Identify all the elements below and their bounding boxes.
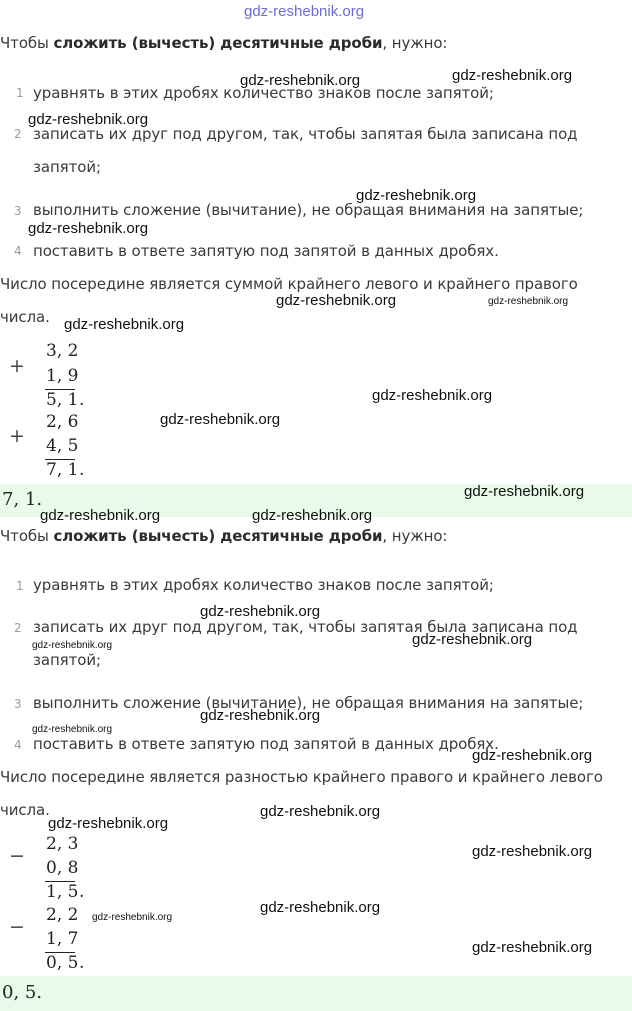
answer-text: 7, 1. [2, 489, 43, 510]
statement-text-continued: числа. [0, 801, 50, 819]
watermark-text: gdz-reshebnik.org [356, 187, 477, 204]
watermark-text: gdz-reshebnik.org [48, 815, 169, 832]
answer-band [0, 976, 632, 1011]
result: 0, 5 [46, 953, 79, 973]
step-text: уравнять в этих дробях количество знаков после запятой; [33, 84, 494, 102]
result-period: . [79, 460, 85, 480]
operand-top: 2, 2 [46, 905, 79, 925]
result-period: . [79, 882, 85, 902]
watermark-text: gdz-reshebnik.org [412, 631, 533, 648]
watermark-text: gdz-reshebnik.org [464, 483, 585, 500]
watermark-text: gdz-reshebnik.org [32, 640, 113, 651]
step-number: 3 [14, 204, 22, 218]
step-text: поставить в ответе запятую под запятой в данных дробях. [33, 735, 499, 753]
result: 5, 1 [46, 390, 79, 410]
result-period: . [79, 953, 85, 973]
watermark-text: gdz-reshebnik.org [452, 67, 573, 84]
statement-text: Число посередине является суммой крайнего левого и крайнего правого [0, 275, 578, 293]
step-text: выполнить сложение (вычитание), не обращая внимания на запятые; [33, 201, 584, 219]
operand-top: 2, 3 [46, 834, 79, 854]
minus-sign: − [9, 845, 25, 867]
statement-text: Число посередине является разностью крайнего правого и крайнего левого [0, 768, 603, 786]
watermark-text: gdz-reshebnik.org [40, 507, 161, 524]
step-text: поставить в ответе запятую под запятой в данных дробях. [33, 242, 499, 260]
result-period: . [79, 390, 85, 410]
watermark-text: gdz-reshebnik.org [64, 316, 185, 333]
operand-bottom: 0, 8 [46, 858, 79, 878]
watermark-text: gdz-reshebnik.org [260, 899, 381, 916]
minus-sign: − [9, 916, 25, 938]
watermark-text: gdz-reshebnik.org [372, 387, 493, 404]
result: 1, 5 [46, 882, 79, 902]
step-number: 2 [14, 621, 22, 635]
operand-top: 2, 6 [46, 412, 79, 432]
plus-sign: + [9, 425, 25, 447]
watermark-text: gdz-reshebnik.org [240, 72, 361, 89]
step-number: 2 [14, 127, 22, 141]
operand-top: 3, 2 [46, 341, 79, 361]
watermark-text: gdz-reshebnik.org [472, 843, 593, 860]
watermark-text: gdz-reshebnik.org [252, 507, 373, 524]
step-number: 1 [16, 86, 24, 100]
step-text: уравнять в этих дробях количество знаков после запятой; [33, 576, 494, 594]
watermark-text: gdz-reshebnik.org [260, 803, 381, 820]
result: 7, 1 [46, 460, 79, 480]
watermark-text: gdz-reshebnik.org [32, 724, 113, 735]
watermark-text: gdz-reshebnik.org [276, 292, 397, 309]
step-number: 4 [14, 738, 22, 752]
operand-bottom: 4, 5 [46, 436, 79, 456]
step-number: 1 [16, 579, 24, 593]
watermark-text: gdz-reshebnik.org [472, 939, 593, 956]
watermark-text: gdz-reshebnik.org [472, 747, 593, 764]
site-header-link[interactable]: gdz-reshebnik.org [244, 3, 365, 20]
watermark-text: gdz-reshebnik.org [28, 111, 149, 128]
plus-sign: + [9, 355, 25, 377]
answer-text: 0, 5. [2, 982, 43, 1003]
intro-text: Чтобы сложить (вычесть) десятичные дроби, нужно: [0, 34, 448, 52]
operand-bottom: 1, 9 [46, 366, 79, 386]
watermark-text: gdz-reshebnik.org [200, 707, 321, 724]
step-text: записать их друг под другом, так, чтобы запятая была записана под [33, 618, 578, 636]
watermark-text: gdz-reshebnik.org [488, 296, 569, 307]
intro-bold: сложить (вычесть) десятичные дроби [53, 527, 383, 545]
watermark-text: gdz-reshebnik.org [28, 220, 149, 237]
intro-bold: сложить (вычесть) десятичные дроби [53, 34, 383, 52]
step-text: выполнить сложение (вычитание), не обращая внимания на запятые; [33, 694, 584, 712]
step-text-continued: запятой; [33, 651, 101, 669]
statement-text-continued: числа. [0, 308, 50, 326]
watermark-text: gdz-reshebnik.org [160, 411, 281, 428]
step-text-continued: запятой; [33, 158, 101, 176]
step-number: 3 [14, 697, 22, 711]
watermark-text: gdz-reshebnik.org [200, 603, 321, 620]
intro-text: Чтобы сложить (вычесть) десятичные дроби, нужно: [0, 527, 448, 545]
step-number: 4 [14, 244, 22, 258]
operand-bottom: 1, 7 [46, 929, 79, 949]
watermark-text: gdz-reshebnik.org [92, 912, 173, 923]
step-text: записать их друг под другом, так, чтобы запятая была записана под [33, 125, 578, 143]
